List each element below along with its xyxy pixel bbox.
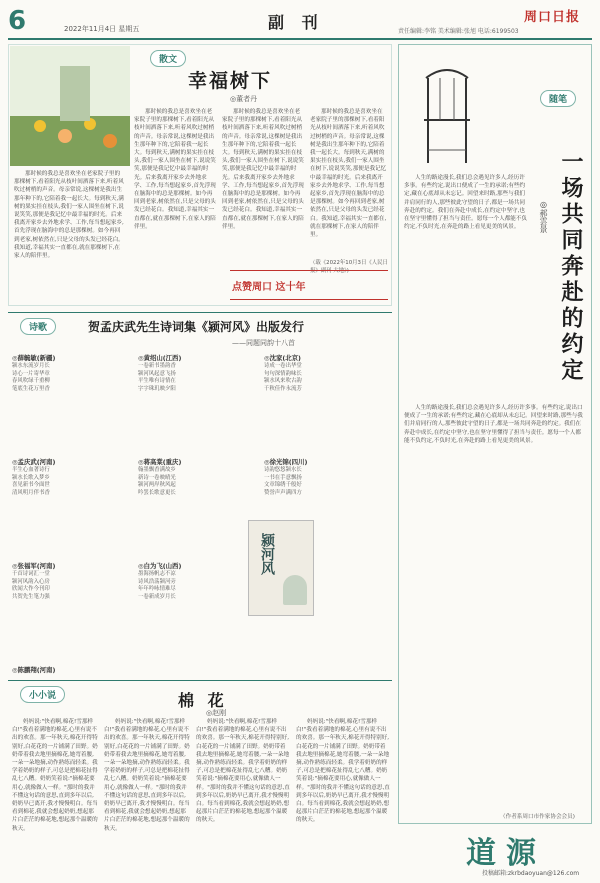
sidebar-tag: 随笔 — [540, 90, 576, 107]
poem-title: ◎白为飞(山西) — [138, 562, 182, 570]
brand-title: 道源 — [466, 836, 546, 871]
poem-title: ◎蒋高棠(重庆) — [138, 458, 182, 466]
poem-line: 一书在手意飘扬 — [264, 474, 302, 481]
poem-line: 吟罢长歌意更长 — [138, 489, 176, 496]
poem-item — [138, 562, 258, 662]
poem-line: 春风吹绿千重柳 — [12, 378, 50, 385]
poem-item — [12, 354, 132, 454]
poem-line: 平生唯有诗情在 — [138, 378, 176, 385]
story-rule — [8, 680, 392, 681]
poem-item — [138, 354, 258, 454]
poem-line: 颍河两岸秋风起 — [138, 482, 176, 489]
poem-line: 颍水东流岁月长 — [12, 363, 50, 369]
story-body-col4: 妈妈说:"快看啊,棉花!雪那样白!"我看着满地的棉花,心里有说不出的欢喜。那一年秋天,棉花开得特别好,白花花的一片铺满了田野。奶奶带着我去地里摘棉花,她弯着腰,一朵一朵地摘,动作熟练而轻柔。我学着奶奶的样子,可总是把棉花扯得乱七八糟。奶奶笑着说:"摘棉花要用心,就像做人一样。"那时的我并不懂这句话的意思,直到多年以后,奶奶早已离开,我才慢慢明白。每当看到棉花,我就会想起奶奶,想起那片白茫茫的棉花地,想起那个温暖的秋天。 — [296, 719, 390, 824]
poem-line: 诗风浩荡颍河旁 — [138, 578, 176, 585]
section-name: 副 刊 — [268, 13, 324, 32]
poem-line: 年年吟咏情难尽 — [138, 586, 176, 593]
poem-line: 字字珠玑映夕阳 — [138, 385, 176, 392]
story-body-col3: 妈妈说:"快看啊,棉花!雪那样白!"我看着满地的棉花,心里有说不出的欢喜。那一年秋天,棉花开得特别好,白花花的一片铺满了田野。奶奶带着我去地里摘棉花,她弯着腰,一朵一朵地摘,动作熟练而轻柔。我学着奶奶的样子,可总是把棉花扯得乱七八糟。奶奶笑着说:"摘棉花要用心,就像做人一样。"那时的我并不懂这句话的意思,直到多年以后,奶奶早已离开,我才慢慢明白。每当看到棉花,我就会想起奶奶,想起那片白茫茫的棉花地,想起那个温暖的秋天。 — [196, 719, 290, 824]
poem-title: ◎薛毓敏(新疆) — [12, 354, 56, 362]
essay-tag: 散文 — [150, 50, 186, 67]
poem-title: ◎徐光锦(四川) — [264, 458, 308, 466]
poem-title: ◎陈鹏翔(河南) — [12, 666, 56, 674]
poem-line: 新诗一卷映晴光 — [138, 474, 176, 481]
poem-line: 颍水长歌入梦乡 — [12, 474, 50, 481]
page-header — [0, 0, 600, 40]
page-number: 6 — [8, 6, 27, 36]
poem-item — [12, 458, 132, 558]
poem-line: 翰墨飘香满故乡 — [138, 467, 176, 473]
poem-line: 诗心一片寄华章 — [12, 370, 50, 377]
poetry-subtitle: ——同题同韵十八首 — [232, 339, 295, 347]
essay-body-col1: 那时候的我总是喜欢坐在老家院子里的那棵树下,看着阳光从枝叶间洒落下来,听着风吹过树梢的声音。母亲常说,这棵树是我出生那年种下的,它陪着我一起长大。每到秋天,满树的果实挂在枝头,我们一家人围坐在树下,说说笑笑,那便是我记忆中最幸福的时光。后来我离开家乡去外地求学、工作,每当想起家乡,首先浮现在脑海中的总是那棵树。如今再回到老家,树依然在,只是父母的头发已经花白。我知道,幸福其实一直都在,就在那棵树下,在家人的陪伴里。 — [14, 171, 124, 260]
story-author: ◎赵刚 — [206, 709, 227, 717]
essay-photo — [10, 46, 130, 166]
story-body-col1: 妈妈说:"快看啊,棉花!雪那样白!"我看着满地的棉花,心里有说不出的欢喜。那一年秋天,棉花开得特别好,白花花的一片铺满了田野。奶奶带着我去地里摘棉花,她弯着腰,一朵一朵地摘,动作熟练而轻柔。我学着奶奶的样子,可总是把棉花扯得乱七八糟。奶奶笑着说:"摘棉花要用心,就像做人一样。"那时的我并不懂这句话的意思,直到多年以后,奶奶早已离开,我才慢慢明白。每当看到棉花,我就会想起奶奶,想起那片白茫茫的棉花地,想起那个温暖的秋天。 — [12, 719, 98, 832]
sidebar-body-part2: 人生的路途漫长,我们总会遇见许多人,经历许多事。有些约定,说出口便成了一生的承诺;有些约定,藏在心底却从未忘记。回望来时路,那些与我们并肩同行的人,那些彼此守望的日子,都是一场共同奔赴的约定。我们在奔赴中成长,在约定中坚守,也在坚守里懂得了担当与责任。愿每一个人都能不负约定,不负时光,在奔赴的路上看见更美的风景。 — [404, 405, 583, 444]
story-tag: 小小说 — [20, 686, 65, 703]
poem-line: 颍水风来吹古韵 — [264, 378, 302, 385]
poem-line: 颍河风起意飞扬 — [138, 370, 176, 377]
book-title: 颍河风 — [259, 533, 275, 575]
poem-line: 共贺先生笔力强 — [12, 593, 50, 600]
poem-line: 千秋佳作永流芳 — [264, 385, 302, 392]
paper-name: 周口日报 — [524, 10, 581, 25]
poem-title: ◎黄绍山(江西) — [138, 354, 182, 362]
poem-line: 半生心血著诗行 — [12, 467, 50, 473]
poem-item — [12, 562, 132, 662]
editor-credits: 责任编辑:李铭 美术编辑:张旭 电话:6199503 — [398, 28, 519, 35]
poem-line: 颍河风韵入心房 — [12, 578, 50, 585]
sidebar-body-part1: 人生的路途漫长,我们总会遇见许多人,经历许多事。有些约定,说出口便成了一生的承诺;有些约定,藏在心底却从未忘记。回望来时路,那些与我们并肩同行的人,那些彼此守望的日子,都是一场共同奔赴的约定。我们在奔赴中成长,在约定中坚守,也在坚守里懂得了担当与责任。愿每一个人都能不负约定,不负时光,在奔赴的路上看见更美的风景。 — [404, 175, 528, 231]
essay-body-col4: 那时候的我总是喜欢坐在老家院子里的那棵树下,看着阳光从枝叶间洒落下来,听着风吹过树梢的声音。母亲常说,这棵树是我出生那年种下的,它陪着我一起长大。每到秋天,满树的果实挂在枝头,我们一家人围坐在树下,说说笑笑,那便是我记忆中最幸福的时光。后来我离开家乡去外地求学、工作,每当想起家乡,首先浮现在脑海中的总是那棵树。如今再回到老家,树依然在,只是父母的头发已经花白。我知道,幸福其实一直都在,就在那棵树下,在家人的陪伴里。 — [310, 109, 387, 239]
chair-illustration — [418, 58, 476, 168]
poem-item — [12, 666, 132, 674]
poem-line: 欣闻大作今刊印 — [12, 586, 50, 593]
sidebar-title: 一场共同奔赴的约定 — [558, 150, 584, 384]
poem-line: 文章锦绣千般好 — [264, 482, 302, 489]
essay-source: （载《2022年10月3日《人民日报》副刊·大地》) — [310, 260, 388, 274]
poem-line: 喜见新书今面世 — [12, 482, 50, 489]
header-rule — [8, 38, 592, 40]
book-cover — [248, 520, 314, 616]
poem-title: ◎沈家(北京) — [264, 354, 301, 362]
essay-body-col2: 那时候的我总是喜欢坐在老家院子里的那棵树下,看着阳光从枝叶间洒落下来,听着风吹过树梢的声音。母亲常说,这棵树是我出生那年种下的,它陪着我一起长大。每到秋天,满树的果实挂在枝头,我们一家人围坐在树下,说说笑笑,那便是我记忆中最幸福的时光。后来我离开家乡去外地求学、工作,每当想起家乡,首先浮现在脑海中的总是那棵树。如今再回到老家,树依然在,只是父母的头发已经花白。我知道,幸福其实一直都在,就在那棵树下,在家人的陪伴里。 — [134, 109, 216, 230]
poetry-tag: 诗歌 — [20, 318, 56, 335]
poem-line: 清风明月伴书香 — [12, 489, 50, 496]
essay-author: ◎董者丹 — [230, 95, 258, 103]
sidebar-author: ◎郝雲景 — [539, 200, 548, 233]
poetry-title: 贺孟庆武先生诗词集《颍河风》出版发行 — [88, 320, 305, 334]
poem-title: ◎张福军(河南) — [12, 562, 56, 570]
sidebar-footer: （作者系周口市作家协会会员) — [500, 814, 575, 820]
issue-date: 2022年11月4日 星期五 — [64, 25, 140, 33]
story-title: 棉 花 — [178, 691, 228, 710]
book-art — [283, 575, 307, 605]
essay-banner: 点赞周口 这十年 — [232, 282, 306, 293]
brand-contact: 投稿邮箱:zkrbdaoyuan@126.com — [482, 870, 580, 877]
poem-grid — [12, 354, 388, 674]
poem-line: 句句深情韵味长 — [264, 370, 302, 377]
essay-title: 幸福树下 — [188, 70, 273, 92]
poem-line: 诗韵悠悠颍水长 — [264, 467, 302, 473]
poetry-rule — [8, 312, 392, 313]
poem-line: 一卷新书墨韵香 — [138, 363, 176, 369]
poem-title: ◎孟庆武(河南) — [12, 458, 56, 466]
poem-line: 一卷新成岁月长 — [138, 593, 176, 600]
poem-line: 笔底生花万里香 — [12, 385, 50, 392]
poem-line: 诗成一卷出华堂 — [264, 363, 302, 369]
poem-line: 墨海扬帆志不凉 — [138, 571, 176, 577]
essay-body-col3: 那时候的我总是喜欢坐在老家院子里的那棵树下,看着阳光从枝叶间洒落下来,听着风吹过树梢的声音。母亲常说,这棵树是我出生那年种下的,它陪着我一起长大。每到秋天,满树的果实挂在枝头,我们一家人围坐在树下,说说笑笑,那便是我记忆中最幸福的时光。后来我离开家乡去外地求学、工作,每当想起家乡,首先浮现在脑海中的总是那棵树。如今再回到老家,树依然在,只是父母的头发已经花白。我知道,幸福其实一直都在,就在那棵树下,在家人的陪伴里。 — [222, 109, 304, 230]
story-body-col2: 妈妈说:"快看啊,棉花!雪那样白!"我看着满地的棉花,心里有说不出的欢喜。那一年秋天,棉花开得特别好,白花花的一片铺满了田野。奶奶带着我去地里摘棉花,她弯着腰,一朵一朵地摘,动作熟练而轻柔。我学着奶奶的样子,可总是把棉花扯得乱七八糟。奶奶笑着说:"摘棉花要用心,就像做人一样。"那时的我并不懂这句话的意思,直到多年以后,奶奶早已离开,我才慢慢明白。每当看到棉花,我就会想起奶奶,想起那片白茫茫的棉花地,想起那个温暖的秋天。 — [104, 719, 190, 832]
poem-line: 千首诗词汇一堂 — [12, 571, 50, 577]
poem-item — [264, 354, 384, 454]
poem-line: 赞誉声声满四方 — [264, 489, 302, 496]
poem-item — [138, 458, 258, 558]
